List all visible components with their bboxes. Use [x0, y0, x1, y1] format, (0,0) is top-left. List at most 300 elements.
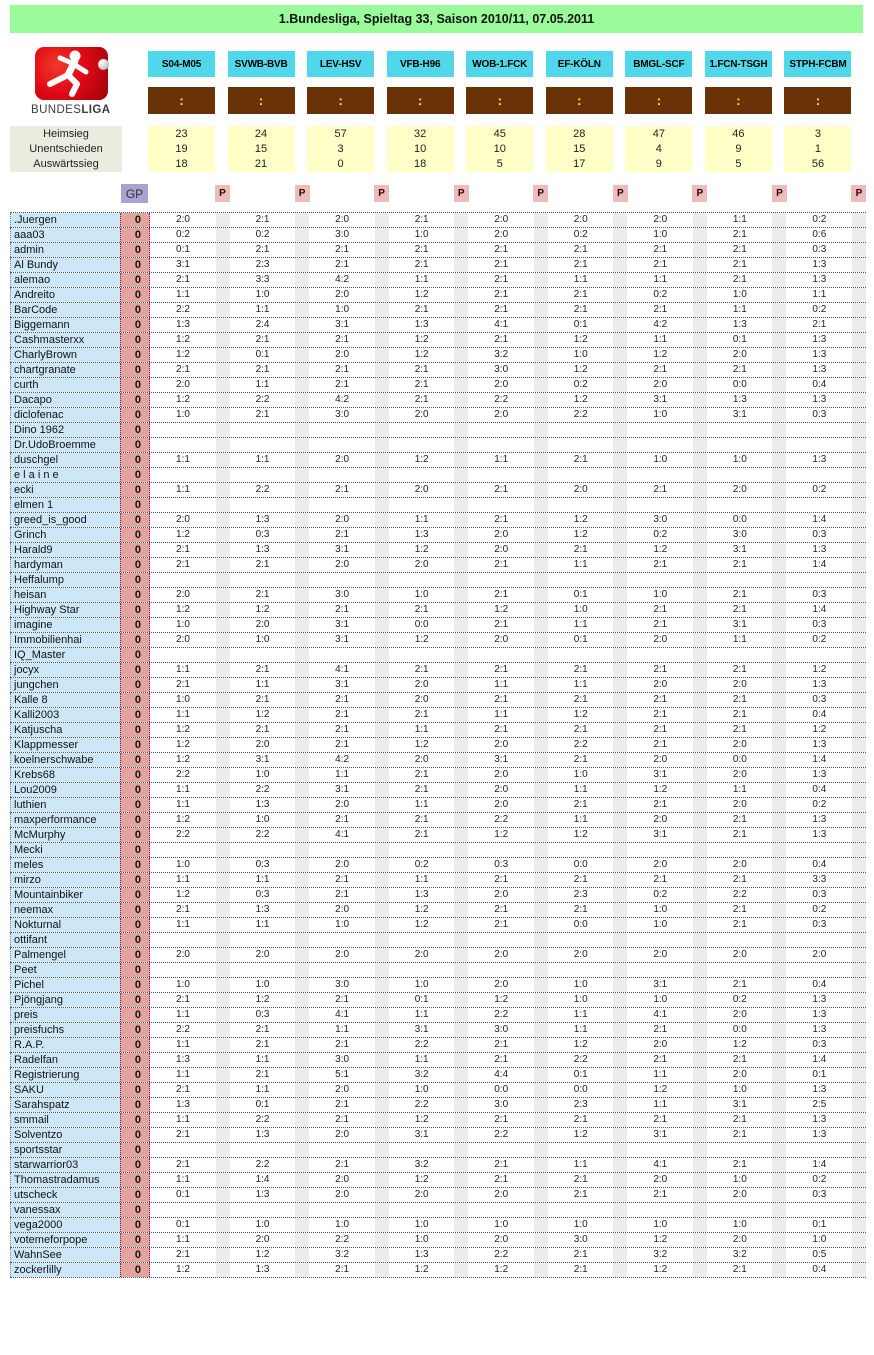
points-strip: [613, 513, 627, 527]
tip-score: 2:0: [653, 814, 668, 825]
points-strip: [375, 1218, 389, 1232]
tip-cell: [548, 423, 628, 437]
tip-score: 2:1: [255, 1039, 270, 1050]
tip-cell: [309, 1113, 389, 1127]
tip-score: 3:1: [335, 634, 350, 645]
player-name: smmail: [10, 1113, 120, 1127]
tip-cell: [548, 1143, 628, 1157]
points-strip: [375, 813, 389, 827]
tip-score: 2:1: [732, 1264, 747, 1275]
points-strip: [772, 393, 786, 407]
tip-cell: [707, 618, 787, 632]
tip-cell: [468, 1128, 548, 1142]
tip-cell: [786, 648, 866, 662]
tip-cell: [548, 498, 628, 512]
points-strip: [216, 513, 230, 527]
points-strip: [852, 333, 866, 347]
tip-score: 1:2: [414, 919, 429, 930]
points-strip: [534, 858, 548, 872]
tip-cell: [468, 1023, 548, 1037]
tip-cell: [548, 843, 628, 857]
points-strip: [613, 1233, 627, 1247]
player-row: [10, 887, 866, 903]
points-strip: [295, 318, 309, 332]
tip-cell: [786, 783, 866, 797]
points-strip: [534, 213, 548, 227]
tip-score: 1:3: [812, 544, 827, 555]
tip-cell: [468, 483, 548, 497]
points-strip: [375, 1113, 389, 1127]
tip-cell: [548, 1173, 628, 1187]
tip-cell: [230, 1173, 310, 1187]
tip-cell: [468, 333, 548, 347]
tip-cell: [468, 963, 548, 977]
points-strip: [852, 963, 866, 977]
tip-cell: [627, 573, 707, 587]
points-strip: [216, 558, 230, 572]
tip-score: 1:3: [812, 274, 827, 285]
tip-score: 1:3: [812, 1114, 827, 1125]
points-strip: [375, 858, 389, 872]
points-strip: [295, 828, 309, 842]
tip-distribution-cell: [546, 126, 613, 172]
tip-score: 2:0: [176, 949, 190, 960]
tip-score: 1:3: [732, 319, 747, 330]
tip-score: 5:1: [335, 1069, 350, 1080]
tip-score: 2:1: [255, 409, 270, 420]
points-strip: [454, 243, 468, 257]
soccer-player-icon: [35, 47, 108, 100]
points-strip: [852, 468, 866, 482]
player-gp-value: 0: [120, 348, 150, 362]
points-strip: [772, 678, 786, 692]
points-strip: [216, 348, 230, 362]
result-score-input[interactable]: [228, 87, 295, 114]
points-strip: [295, 693, 309, 707]
tip-score: 2:0: [732, 679, 747, 690]
points-strip: [852, 723, 866, 737]
tip-score: 2:1: [732, 364, 747, 375]
tip-score: 1:1: [176, 919, 190, 930]
tip-score: 1:1: [653, 274, 668, 285]
points-strip: [772, 1263, 786, 1277]
points-strip: [693, 708, 707, 722]
tip-cell: [707, 918, 787, 932]
stats-label-auswaertssieg: Auswärtssieg: [33, 158, 99, 170]
tip-distribution-value: 45: [493, 128, 506, 140]
tip-cell: [230, 693, 310, 707]
tip-cell: [707, 1143, 787, 1157]
tip-cell: [150, 1248, 230, 1262]
points-strip: [772, 228, 786, 242]
points-strip: [852, 318, 866, 332]
tip-score: 2:0: [176, 589, 190, 600]
tip-cell: [707, 993, 787, 1007]
points-strip: [613, 1248, 627, 1262]
tip-cell: [707, 498, 787, 512]
tip-score: 1:1: [732, 304, 747, 315]
tip-score: 2:1: [335, 709, 350, 720]
tip-score: 1:1: [414, 274, 429, 285]
points-strip: [454, 1203, 468, 1217]
tip-cell: [468, 693, 548, 707]
tip-cell: [309, 408, 389, 422]
player-row: [10, 542, 866, 558]
tip-cell: [389, 348, 469, 362]
tip-score: 2:1: [494, 904, 509, 915]
points-strip: [693, 1218, 707, 1232]
points-strip: [295, 528, 309, 542]
player-row: [10, 1127, 866, 1143]
points-strip: [454, 1233, 468, 1247]
points-strip: [852, 348, 866, 362]
tip-cell: [150, 378, 230, 392]
points-strip: [772, 828, 786, 842]
points-strip: [693, 888, 707, 902]
points-strip: [375, 348, 389, 362]
tip-cell: [548, 1023, 628, 1037]
tip-score: 2:1: [494, 514, 509, 525]
player-row: [10, 437, 866, 453]
tip-cell: [548, 438, 628, 452]
tip-score: 0:5: [812, 1249, 827, 1260]
tip-score: 1:1: [573, 784, 588, 795]
points-strip: [534, 543, 548, 557]
tip-score: 2:0: [494, 409, 509, 420]
score-colon-placeholder: :: [418, 93, 423, 108]
points-strip: [375, 738, 389, 752]
tip-score: 1:0: [176, 619, 190, 630]
points-strip: [375, 1173, 389, 1187]
tip-cell: [786, 678, 866, 692]
player-row: [10, 302, 866, 318]
tip-cell: [230, 633, 310, 647]
points-strip: [534, 333, 548, 347]
points-strip: [852, 273, 866, 287]
points-strip: [216, 483, 230, 497]
tip-cell: [707, 1128, 787, 1142]
player-name: e l a i n e: [10, 468, 120, 482]
points-strip: [454, 393, 468, 407]
points-strip: [613, 1083, 627, 1097]
points-strip: [534, 918, 548, 932]
tip-score: 1:1: [414, 874, 429, 885]
tip-cell: [309, 993, 389, 1007]
points-strip: [375, 408, 389, 422]
tip-score: 2:0: [494, 1189, 509, 1200]
points-strip: [534, 1158, 548, 1172]
tip-cell: [150, 1038, 230, 1052]
tip-score: 2:1: [494, 289, 509, 300]
player-gp-value: 0: [120, 648, 150, 662]
points-strip: [216, 1068, 230, 1082]
points-strip: [772, 363, 786, 377]
page-title: [10, 5, 863, 33]
points-strip: [772, 603, 786, 617]
points-strip: [216, 768, 230, 782]
points-strip: [693, 573, 707, 587]
points-strip: [375, 963, 389, 977]
tip-cell: [468, 423, 548, 437]
tip-score: 2:1: [732, 589, 747, 600]
player-row: [10, 1202, 866, 1218]
result-score-input[interactable]: [546, 87, 613, 114]
points-strip: [693, 633, 707, 647]
player-row: [10, 812, 866, 828]
points-strip: [852, 513, 866, 527]
tip-cell: [627, 1203, 707, 1217]
points-strip: [454, 843, 468, 857]
tip-cell: [150, 888, 230, 902]
points-strip: [454, 1188, 468, 1202]
tip-cell: [786, 933, 866, 947]
tip-cell: [230, 1263, 310, 1277]
points-strip: [852, 858, 866, 872]
result-score-input[interactable]: [307, 87, 374, 114]
tip-score: 0:3: [812, 589, 827, 600]
tip-cell: [230, 663, 310, 677]
tip-cell: [548, 318, 628, 332]
tip-score: 2:2: [176, 769, 190, 780]
tip-cell: [150, 1098, 230, 1112]
result-score-input[interactable]: [466, 87, 533, 114]
tip-cell: [468, 1113, 548, 1127]
tip-cell: [230, 753, 310, 767]
points-strip: [375, 498, 389, 512]
tip-cell: [707, 453, 787, 467]
points-strip: [375, 1248, 389, 1262]
tip-cell: [468, 618, 548, 632]
tip-score: 0:4: [812, 1264, 827, 1275]
result-score-input[interactable]: [784, 87, 851, 114]
tip-cell: [150, 333, 230, 347]
result-score-input[interactable]: [148, 87, 215, 114]
tip-cell: [548, 1188, 628, 1202]
points-strip: [454, 1068, 468, 1082]
player-gp-value: 0: [120, 708, 150, 722]
tip-cell: [230, 1068, 310, 1082]
tip-score: 2:0: [732, 484, 747, 495]
tip-cell: [309, 258, 389, 272]
tip-score: 2:1: [414, 604, 429, 615]
points-strip: [534, 453, 548, 467]
tip-score: 1:2: [653, 349, 668, 360]
points-strip: [772, 993, 786, 1007]
player-row: [10, 992, 866, 1008]
points-strip: [454, 723, 468, 737]
tip-cell: [230, 378, 310, 392]
tip-cell: [150, 1263, 230, 1277]
tip-cell: [548, 963, 628, 977]
tip-score: 3:1: [732, 619, 747, 630]
points-strip: [852, 1038, 866, 1052]
tip-cell: [627, 273, 707, 287]
player-gp-value: 0: [120, 948, 150, 962]
score-colon-placeholder: :: [815, 93, 821, 108]
tip-cell: [468, 1248, 548, 1262]
points-strip: [852, 1083, 866, 1097]
result-score-input[interactable]: [387, 87, 454, 114]
points-strip: [693, 483, 707, 497]
points-strip: [772, 543, 786, 557]
points-strip: [534, 783, 548, 797]
tip-score: 2:1: [732, 1159, 747, 1170]
points-strip: [216, 543, 230, 557]
tip-score: 1:1: [414, 799, 429, 810]
tip-cell: [389, 393, 469, 407]
tip-score: 1:2: [414, 334, 429, 345]
tip-cell: [548, 873, 628, 887]
tip-cell: [309, 1053, 389, 1067]
tip-score: 1:0: [414, 1084, 429, 1095]
tip-distribution-value: 3: [814, 128, 822, 140]
tip-cell: [548, 1068, 628, 1082]
tip-cell: [786, 693, 866, 707]
tip-cell: [707, 408, 787, 422]
points-strip: [454, 258, 468, 272]
tip-cell: [150, 903, 230, 917]
points-strip: [772, 1143, 786, 1157]
player-name: duschgel: [10, 453, 120, 467]
tip-score: 1:2: [255, 1249, 270, 1260]
tip-cell: [150, 408, 230, 422]
points-strip: [534, 603, 548, 617]
tip-cell: [627, 468, 707, 482]
tip-score: 1:0: [414, 229, 429, 240]
points-strip: [613, 918, 627, 932]
points-strip: [772, 213, 786, 227]
tip-cell: [627, 828, 707, 842]
tip-cell: [309, 708, 389, 722]
player-row: [10, 1097, 866, 1113]
tip-score: 2:1: [573, 1114, 588, 1125]
tip-cell: [150, 393, 230, 407]
tip-cell: [548, 273, 628, 287]
tip-cell: [389, 378, 469, 392]
tip-score: 2:1: [573, 904, 588, 915]
points-strip: [534, 843, 548, 857]
points-strip: [693, 603, 707, 617]
tip-cell: [389, 1263, 469, 1277]
result-score-input[interactable]: [705, 87, 772, 114]
tip-cell: [468, 858, 548, 872]
tip-score: 0:1: [732, 334, 747, 345]
tip-score: 4:1: [494, 319, 509, 330]
tip-score: 1:2: [176, 349, 190, 360]
tip-score: 1:2: [414, 454, 429, 465]
points-strip: [454, 453, 468, 467]
tip-score: 1:2: [653, 1264, 668, 1275]
tip-score: 1:2: [494, 829, 509, 840]
tip-cell: [707, 843, 787, 857]
points-strip: [216, 1008, 230, 1022]
result-score-input[interactable]: [625, 87, 692, 114]
points-strip: [216, 333, 230, 347]
points-strip: [852, 1248, 866, 1262]
tip-cell: [468, 273, 548, 287]
tip-cell: [707, 228, 787, 242]
tip-score: 2:1: [494, 259, 509, 270]
tip-score: 1:2: [414, 904, 429, 915]
points-strip: [375, 468, 389, 482]
points-strip: [216, 678, 230, 692]
tip-cell: [468, 1053, 548, 1067]
tip-score: 2:1: [494, 484, 509, 495]
tip-cell: [707, 1038, 787, 1052]
points-strip: [534, 738, 548, 752]
points-column-header: P: [533, 185, 548, 202]
player-gp-value: 0: [120, 363, 150, 377]
points-strip: [295, 543, 309, 557]
points-strip: [375, 1068, 389, 1082]
player-gp-value: 0: [120, 1128, 150, 1142]
points-strip: [375, 708, 389, 722]
tip-score: 2:1: [573, 694, 588, 705]
player-gp-value: 0: [120, 1008, 150, 1022]
tip-cell: [230, 1098, 310, 1112]
points-strip: [216, 1098, 230, 1112]
points-strip: [375, 993, 389, 1007]
tip-score: 2:1: [176, 1249, 190, 1260]
tip-cell: [548, 1098, 628, 1112]
tip-cell: [230, 363, 310, 377]
tip-score: 0:3: [255, 889, 270, 900]
tip-score: 2:0: [732, 349, 747, 360]
tip-cell: [548, 588, 628, 602]
tip-score: 2:0: [653, 679, 668, 690]
tip-score: 1:1: [255, 379, 270, 390]
player-gp-value: 0: [120, 693, 150, 707]
points-strip: [772, 1203, 786, 1217]
tip-cell: [627, 1233, 707, 1247]
tip-score: 2:1: [414, 214, 429, 225]
points-strip: [852, 1068, 866, 1082]
points-strip: [375, 678, 389, 692]
points-strip: [375, 243, 389, 257]
tip-score: 2:1: [494, 589, 509, 600]
tip-cell: [309, 633, 389, 647]
points-strip: [534, 633, 548, 647]
tip-score: 2:2: [573, 1054, 588, 1065]
tip-cell: [468, 783, 548, 797]
player-name: mirzo: [10, 873, 120, 887]
tip-cell: [627, 888, 707, 902]
tip-cell: [786, 1218, 866, 1232]
tip-score: 2:1: [255, 364, 270, 375]
points-strip: [534, 243, 548, 257]
tip-score: 1:1: [414, 1054, 429, 1065]
points-strip: [613, 843, 627, 857]
tip-score: 2:1: [732, 244, 747, 255]
points-strip: [216, 1128, 230, 1142]
points-strip: [295, 1008, 309, 1022]
tip-score: 2:0: [255, 619, 270, 630]
points-strip: [216, 993, 230, 1007]
tip-cell: [627, 603, 707, 617]
player-gp-value: 0: [120, 573, 150, 587]
points-strip: [454, 1218, 468, 1232]
points-strip: [216, 213, 230, 227]
tip-cell: [309, 618, 389, 632]
points-strip: [613, 303, 627, 317]
player-gp-value: 0: [120, 1098, 150, 1112]
tip-cell: [468, 738, 548, 752]
tip-score: 0:3: [255, 859, 270, 870]
tip-cell: [230, 648, 310, 662]
tip-cell: [309, 1263, 389, 1277]
tip-score: 4:2: [653, 319, 668, 330]
points-strip: [295, 1218, 309, 1232]
